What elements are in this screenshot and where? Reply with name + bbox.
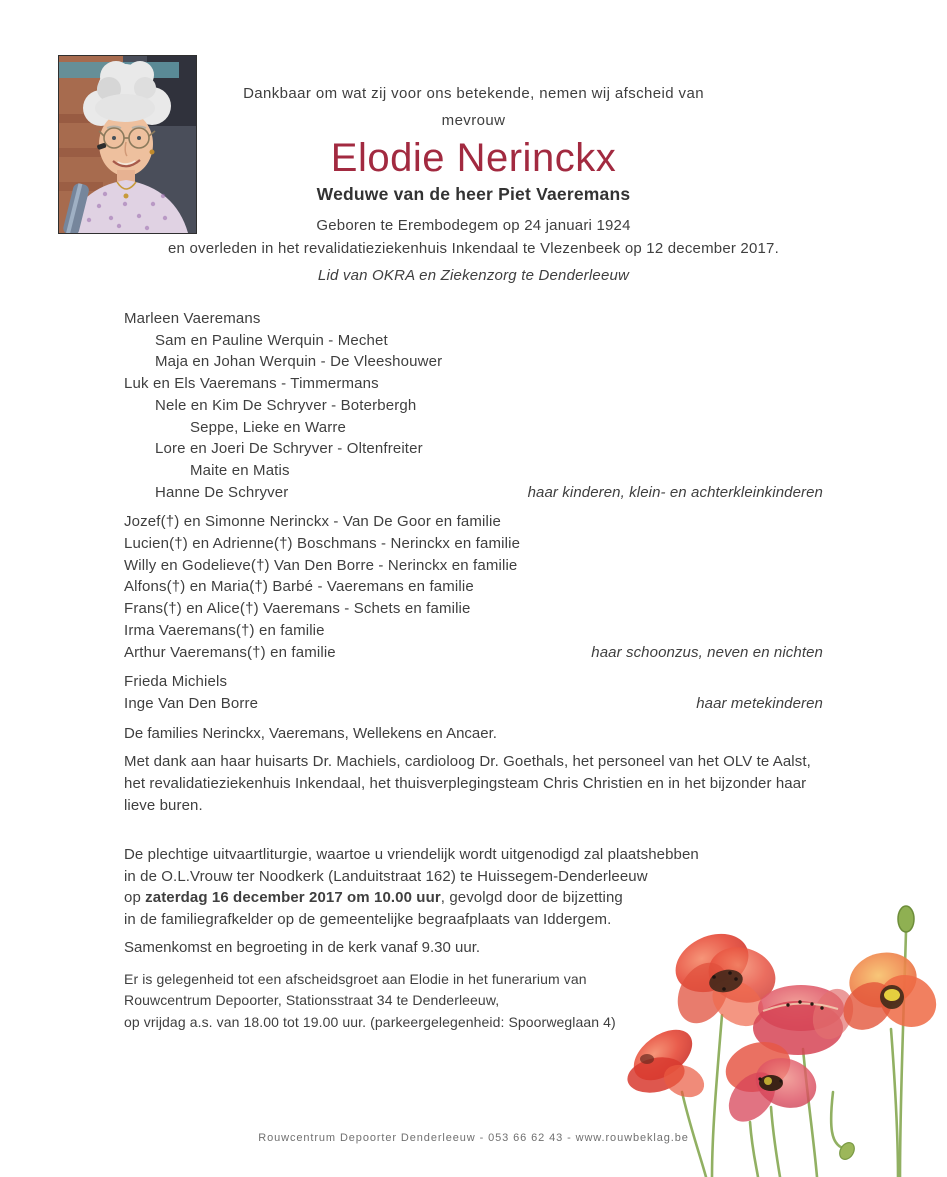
farewell-line: op vrijdag a.s. van 18.00 tot 19.00 uur. (parkeergelegenheid: Spoorweglaan 4): [124, 1013, 616, 1030]
service-line: De plechtige uitvaartliturgie, waartoe u vriendelijk wordt uitgenodigd zal plaatshebben: [124, 846, 699, 864]
service-line: [124, 887, 823, 909]
family-list-item: [124, 482, 823, 504]
service-paragraph: [124, 844, 823, 930]
poppy-flower: [719, 1034, 823, 1131]
family-list-item: Irma Vaeremans(†) en familie: [124, 621, 325, 639]
poppy-flower: [834, 946, 945, 1040]
family-list-item: Maja en Johan Werquin - De Vleeshouwer: [155, 353, 443, 371]
gathering-line: Samenkomst en begroeting in de kerk vanaf 9.30 uur.: [124, 939, 481, 957]
godchildren-group: [124, 671, 823, 714]
children-role-label: haar kinderen, klein- en achterkleinkinderen: [527, 483, 823, 501]
poppy-bud: [898, 906, 914, 932]
family-list-item: Sam en Pauline Werquin - Mechet: [155, 331, 388, 349]
family-list-item: Frans(†) en Alice(†) Vaeremans - Schets en familie: [124, 600, 471, 618]
relatives-group: [124, 511, 823, 663]
family-list-item: Jozef(†) en Simonne Nerinckx - Van De Goor en familie: [124, 513, 501, 531]
service-line-text: op: [124, 889, 146, 907]
relatives-role-label: haar schoonzus, neven en nichten: [591, 643, 823, 661]
godchildren-role-label: haar metekinderen: [696, 694, 823, 712]
widow-line: Weduwe van de heer Piet Vaeremans: [316, 184, 631, 204]
families-line: De families Nerinckx, Vaeremans, Wellekens en Ancaer.: [124, 724, 497, 742]
announcement-body: [124, 84, 823, 1033]
born-line: Geboren te Erembodegem op 24 januari 1924: [316, 217, 631, 234]
deceased-name: Elodie Nerinckx: [330, 136, 617, 180]
family-list-item: Luk en Els Vaeremans - Timmermans: [124, 375, 379, 393]
family-list-item: Lucien(†) en Adrienne(†) Boschmans - Nerinckx en familie: [124, 535, 521, 553]
farewell-line: Er is gelegenheid tot een afscheidsgroet aan Elodie in het funerarium van: [124, 970, 587, 987]
service-datetime: zaterdag 16 december 2017 om 10.00 uur: [145, 889, 441, 907]
family-list-item: Frieda Michiels: [124, 673, 228, 691]
family-list-item: Maite en Matis: [190, 461, 290, 479]
family-list-item: [124, 642, 823, 664]
died-line: en overleden in het revalidatieziekenhuis Inkendaal te Vlezenbeek op 12 december 2017.: [168, 240, 779, 257]
family-list-item: Willy en Godelieve(†) Van Den Borre - Nerinckx en familie: [124, 556, 518, 574]
family-list-item: Marleen Vaeremans: [124, 310, 261, 327]
family-list-item-text: Hanne De Schryver: [155, 483, 289, 501]
farewell-paragraph: [124, 969, 823, 1034]
thanks-paragraph: Met dank aan haar huisarts Dr. Machiels, cardioloog Dr. Goethals, het personeel van het OLV te Aalst, het revalidatieziekenhuis Inkendaal, het thuisverplegingsteam Chris Christien en in het bijzonder haar lieve buren.: [124, 753, 811, 814]
family-list-item: Seppe, Lieke en Warre: [190, 418, 347, 436]
intro-line: Dankbaar om wat zij voor ons betekende, nemen wij afscheid van: [243, 85, 704, 102]
family-list-item: Alfons(†) en Maria(†) Barbé - Vaeremans en familie: [124, 578, 474, 596]
birth-death-lines: [124, 214, 823, 260]
family-list-item-text: Inge Van Den Borre: [124, 694, 259, 712]
family-list-item-text: Arthur Vaeremans(†) en familie: [124, 643, 336, 661]
service-line: in de O.L.Vrouw ter Noodkerk (Landuitstraat 162) te Huissegem-Denderleeuw: [124, 867, 648, 885]
service-line: in de familiegrafkelder op de gemeentelijke begraafplaats van Iddergem.: [124, 910, 612, 928]
salutation: mevrouw: [441, 112, 506, 129]
service-line-text: , gevolgd door de bijzetting: [440, 889, 623, 907]
funeral-home-footer: Rouwcentrum Depoorter Denderleeuw - 053 66 62 43 - www.rouwbeklag.be: [258, 1132, 689, 1144]
farewell-line: Rouwcentrum Depoorter, Stationsstraat 34 te Denderleeuw,: [124, 992, 500, 1009]
children-group: [124, 308, 823, 503]
membership-line: Lid van OKRA en Ziekenzorg te Denderleeuw: [317, 267, 630, 284]
family-list-item: Nele en Kim De Schryver - Boterbergh: [155, 396, 417, 414]
family-list-item: Lore en Joeri De Schryver - Oltenfreiter: [155, 440, 423, 458]
family-list-item: [124, 693, 823, 715]
